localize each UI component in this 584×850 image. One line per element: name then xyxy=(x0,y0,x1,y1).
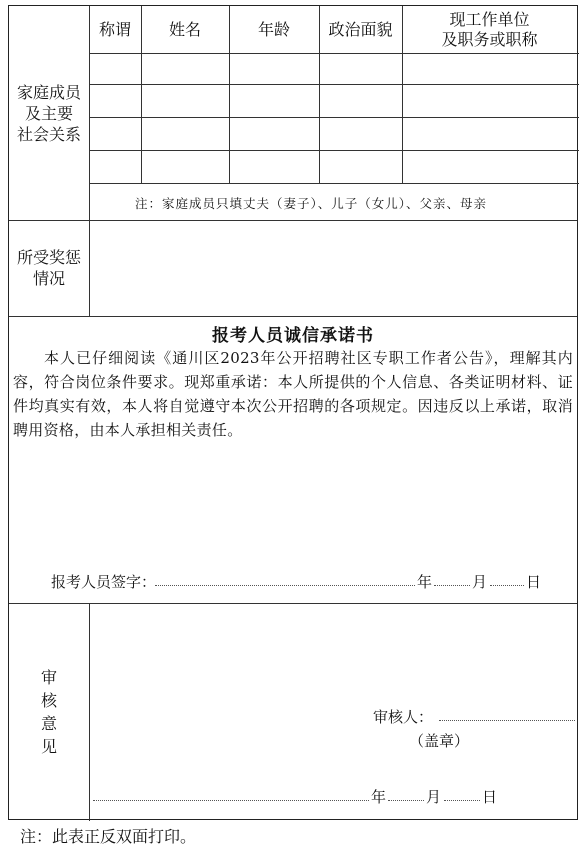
review-label-char: 意 xyxy=(40,714,57,733)
header-age: 年龄 xyxy=(257,19,290,39)
awards-label-line: 情况 xyxy=(32,269,65,288)
grid-line xyxy=(89,150,579,151)
header-work-unit xyxy=(402,6,577,53)
reviewer-label: 审核人： xyxy=(373,708,434,726)
grid-line xyxy=(89,117,579,118)
family-label-line: 社会关系 xyxy=(16,124,81,144)
sig-year: 年 xyxy=(417,573,433,591)
header-work-unit-line: 现工作单位 xyxy=(449,9,530,29)
header-work-unit-line: 及职务或职称 xyxy=(441,29,538,49)
grid-line xyxy=(89,603,90,821)
family-note: 注：家庭成员只填丈夫（妻子）、儿子（女儿）、父亲、母亲 xyxy=(135,196,488,211)
review-month-line xyxy=(388,800,424,801)
review-label-char: 审 xyxy=(40,668,57,687)
seal-label: （盖章） xyxy=(409,732,470,750)
awards-label xyxy=(9,220,89,316)
signature-line xyxy=(155,585,415,586)
awards-label-line: 所受奖惩 xyxy=(16,248,81,267)
header-name: 姓名 xyxy=(168,19,201,39)
review-date-line xyxy=(93,800,369,801)
grid-line xyxy=(89,84,579,85)
review-label-char: 见 xyxy=(40,737,57,756)
section-divider xyxy=(9,316,577,317)
section-divider xyxy=(9,603,577,604)
sig-month: 月 xyxy=(472,573,488,591)
family-label xyxy=(9,6,89,220)
footer-note: 注：此表正反双面打印。 xyxy=(20,827,197,846)
pledge-title: 报考人员诚信承诺书 xyxy=(212,326,374,346)
signature-label: 报考人员签字： xyxy=(51,573,157,591)
section-divider xyxy=(9,220,577,221)
reviewer-line xyxy=(439,720,575,721)
header-political-status: 政治面貌 xyxy=(328,19,393,39)
sig-day-line xyxy=(490,585,524,586)
grid-line xyxy=(89,53,579,54)
review-day-line xyxy=(444,800,480,801)
review-label-char: 核 xyxy=(40,691,57,710)
review-year: 年 xyxy=(371,788,387,806)
pledge-body: 本人已仔细阅读《通川区2023年公开招聘社区专职工作者公告》，理解其内容，符合岗位条件要求。现郑重承诺：本人所提供的个人信息、各类证明材料、证件均真实有效，本人将自觉遵守本次公开招聘的各项规定。因违反以上承诺，取消聘用资格，由本人承担相关责任。 xyxy=(13,349,573,439)
grid-line xyxy=(89,183,579,184)
header-relation: 称谓 xyxy=(98,19,131,39)
review-label xyxy=(9,603,89,821)
sig-day: 日 xyxy=(526,573,542,591)
application-form xyxy=(8,5,578,820)
review-month: 月 xyxy=(426,788,442,806)
family-label-line: 及主要 xyxy=(24,103,73,123)
review-day: 日 xyxy=(482,788,498,806)
sig-month-line xyxy=(434,585,470,586)
family-label-line: 家庭成员 xyxy=(16,82,81,102)
